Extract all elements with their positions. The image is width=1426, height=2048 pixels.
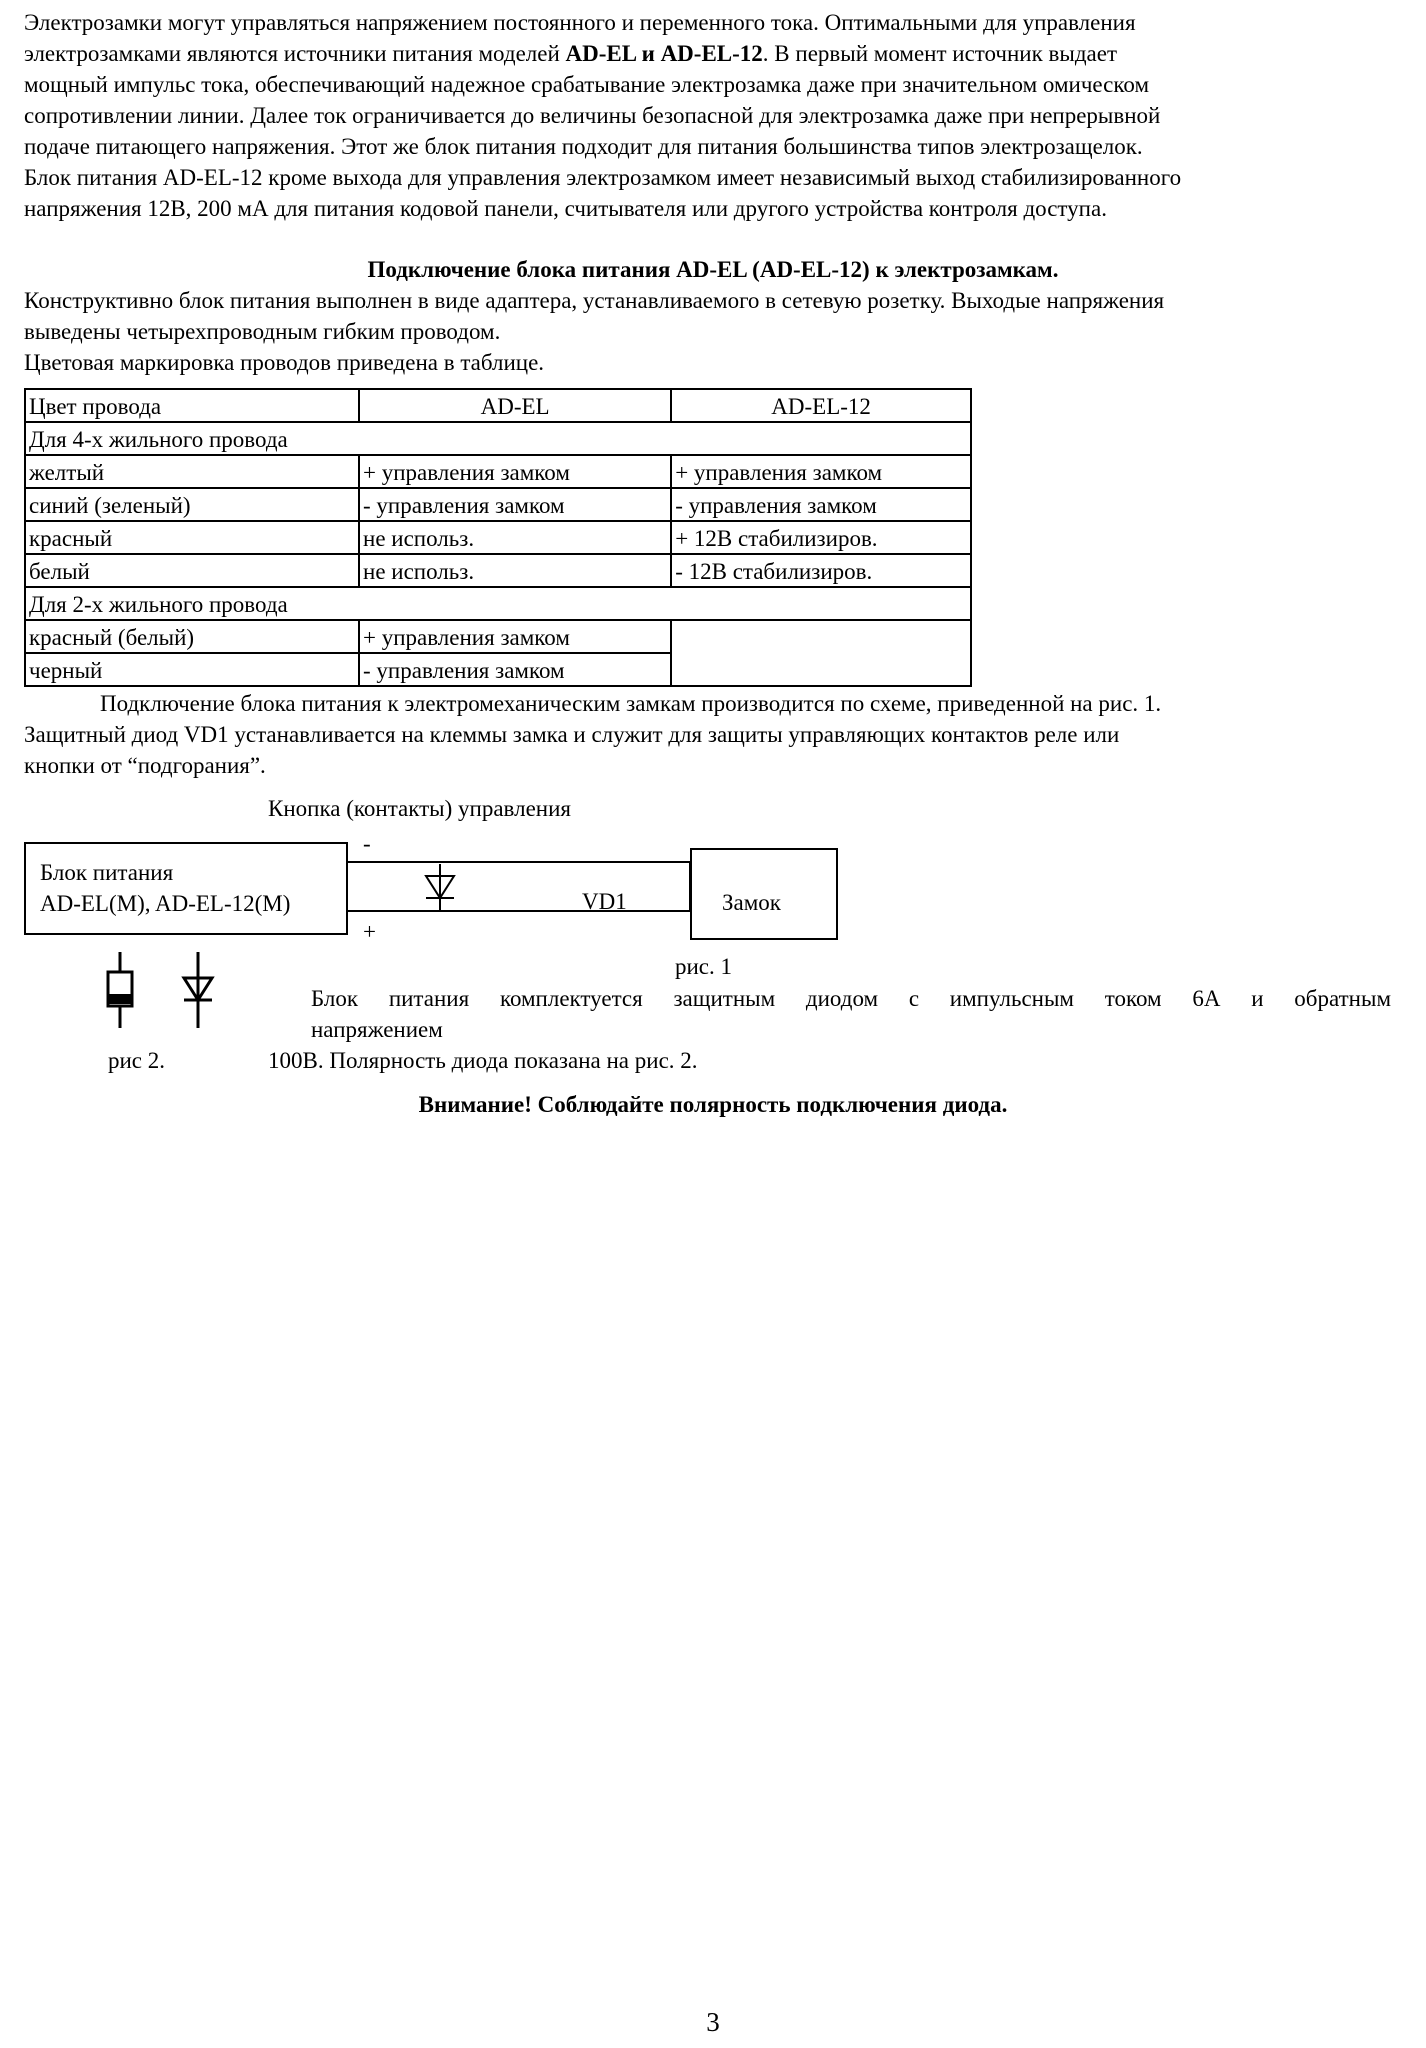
intro-line-5: подаче питающего напряжения. Этот же блок питания подходит для питания большинства типов электрозащелок. xyxy=(24,134,1143,159)
diode-symbol-fig2 xyxy=(178,952,218,1028)
group-2-wire-label: Для 2-х жильного провода xyxy=(25,587,971,620)
button-label: Кнопка (контакты) управления xyxy=(268,796,571,821)
vd1-label: VD1 xyxy=(582,889,627,914)
cell-ad-el: не использ. xyxy=(359,521,671,554)
diode-symbol-fig1 xyxy=(420,864,460,910)
table-row xyxy=(25,554,971,587)
wire-color-table xyxy=(24,388,972,687)
cell-color: желтый xyxy=(25,455,359,488)
section-line-2: выведены четырехпроводным гибким проводом. xyxy=(24,319,501,344)
lock-box xyxy=(690,848,838,940)
intro-line-1: Электрозамки могут управляться напряжением постоянного и переменного тока. Оптимальными для управления xyxy=(24,10,1136,35)
intro-line-3: мощный импульс тока, обеспечивающий надежное срабатывание электрозамка даже при значительном омическом xyxy=(24,72,1150,97)
fig1-caption: рис. 1 xyxy=(675,954,733,979)
cell-empty xyxy=(671,620,971,686)
cell-color: белый xyxy=(25,554,359,587)
section-title: Подключение блока питания AD-EL (AD-EL-12) к электрозамкам. xyxy=(367,257,1059,282)
cell-ad-el: + управления замком xyxy=(359,455,671,488)
polarity-warning: Внимание! Соблюдайте полярность подключения диода. xyxy=(418,1092,1008,1117)
cell-ad-el-12: + управления замком xyxy=(671,455,971,488)
table-row xyxy=(25,521,971,554)
cell-color: красный (белый) xyxy=(25,620,359,653)
cell-color: черный xyxy=(25,653,359,686)
header-ad-el: AD-EL xyxy=(359,389,671,422)
wire-top xyxy=(346,861,691,863)
section-line-1: Конструктивно блок питания выполнен в виде адаптера, устанавливаемого в сетевую розетку. Выходые напряжения xyxy=(24,288,1165,313)
cell-ad-el: - управления замком xyxy=(359,488,671,521)
cell-color: синий (зеленый) xyxy=(25,488,359,521)
diode-note-line-1: Блок питания комплектуется защитным диодом с импульсным током 6А и обратным xyxy=(311,986,1391,1011)
header-color: Цвет провода xyxy=(25,389,359,422)
fig2-caption: рис 2. xyxy=(108,1048,166,1073)
cell-ad-el: + управления замком xyxy=(359,620,671,653)
power-supply-box xyxy=(24,842,348,935)
intro-line-6: Блок питания AD-EL-12 кроме выхода для управления электрозамком имеет независимый выход стабилизированного xyxy=(24,165,1182,190)
psu-label-2: AD-EL(M), AD-EL-12(M) xyxy=(40,891,291,916)
intro-line-2-a: электрозамками являются источники питания моделей xyxy=(24,41,566,66)
group-2-wire xyxy=(25,587,971,620)
section-line-3: Цветовая маркировка проводов приведена в таблице. xyxy=(24,350,545,375)
wire-bottom xyxy=(346,910,691,912)
table-row xyxy=(25,488,971,521)
intro-line-7: напряжения 12В, 200 мА для питания кодовой панели, считывателя или другого устройства контроля доступа. xyxy=(24,196,1107,221)
diode-package-icon xyxy=(100,952,140,1028)
diode-note-line-3: 100В. Полярность диода показана на рис. 2. xyxy=(268,1048,698,1073)
header-ad-el-12: AD-EL-12 xyxy=(671,389,971,422)
connection-line-2: Защитный диод VD1 устанавливается на клеммы замка и служит для защиты управляющих контактов реле или xyxy=(24,722,1120,747)
cell-color: красный xyxy=(25,521,359,554)
table-row xyxy=(25,620,971,653)
page-number: 3 xyxy=(706,2007,720,2037)
cell-ad-el: - управления замком xyxy=(359,653,671,686)
cell-ad-el: не использ. xyxy=(359,554,671,587)
intro-line-2-b: . В первый момент источник выдает xyxy=(762,41,1118,66)
cell-ad-el-12: - управления замком xyxy=(671,488,971,521)
connection-line-1: Подключение блока питания к электромеханическим замкам производится по схеме, приведенной на рис. 1. xyxy=(100,691,1162,716)
table-row xyxy=(25,455,971,488)
group-4-wire-label: Для 4-х жильного провода xyxy=(25,422,971,455)
intro-models-bold: AD-EL и AD-EL-12 xyxy=(565,41,763,66)
psu-label-1: Блок питания xyxy=(40,860,174,885)
lock-label: Замок xyxy=(722,890,781,915)
plus-terminal: + xyxy=(363,919,376,944)
cell-ad-el-12: + 12В стабилизиров. xyxy=(671,521,971,554)
intro-line-2 xyxy=(24,39,1117,68)
minus-terminal: - xyxy=(363,831,371,856)
diode-note-line-2: напряжением xyxy=(311,1017,443,1042)
group-4-wire xyxy=(25,422,971,455)
table-header-row xyxy=(25,389,971,422)
intro-line-4: сопротивлении линии. Далее ток ограничивается до величины безопасной для электрозамка даже при непрерывной xyxy=(24,103,1161,128)
cell-ad-el-12: - 12В стабилизиров. xyxy=(671,554,971,587)
connection-line-3: кнопки от “подгорания”. xyxy=(24,753,266,778)
